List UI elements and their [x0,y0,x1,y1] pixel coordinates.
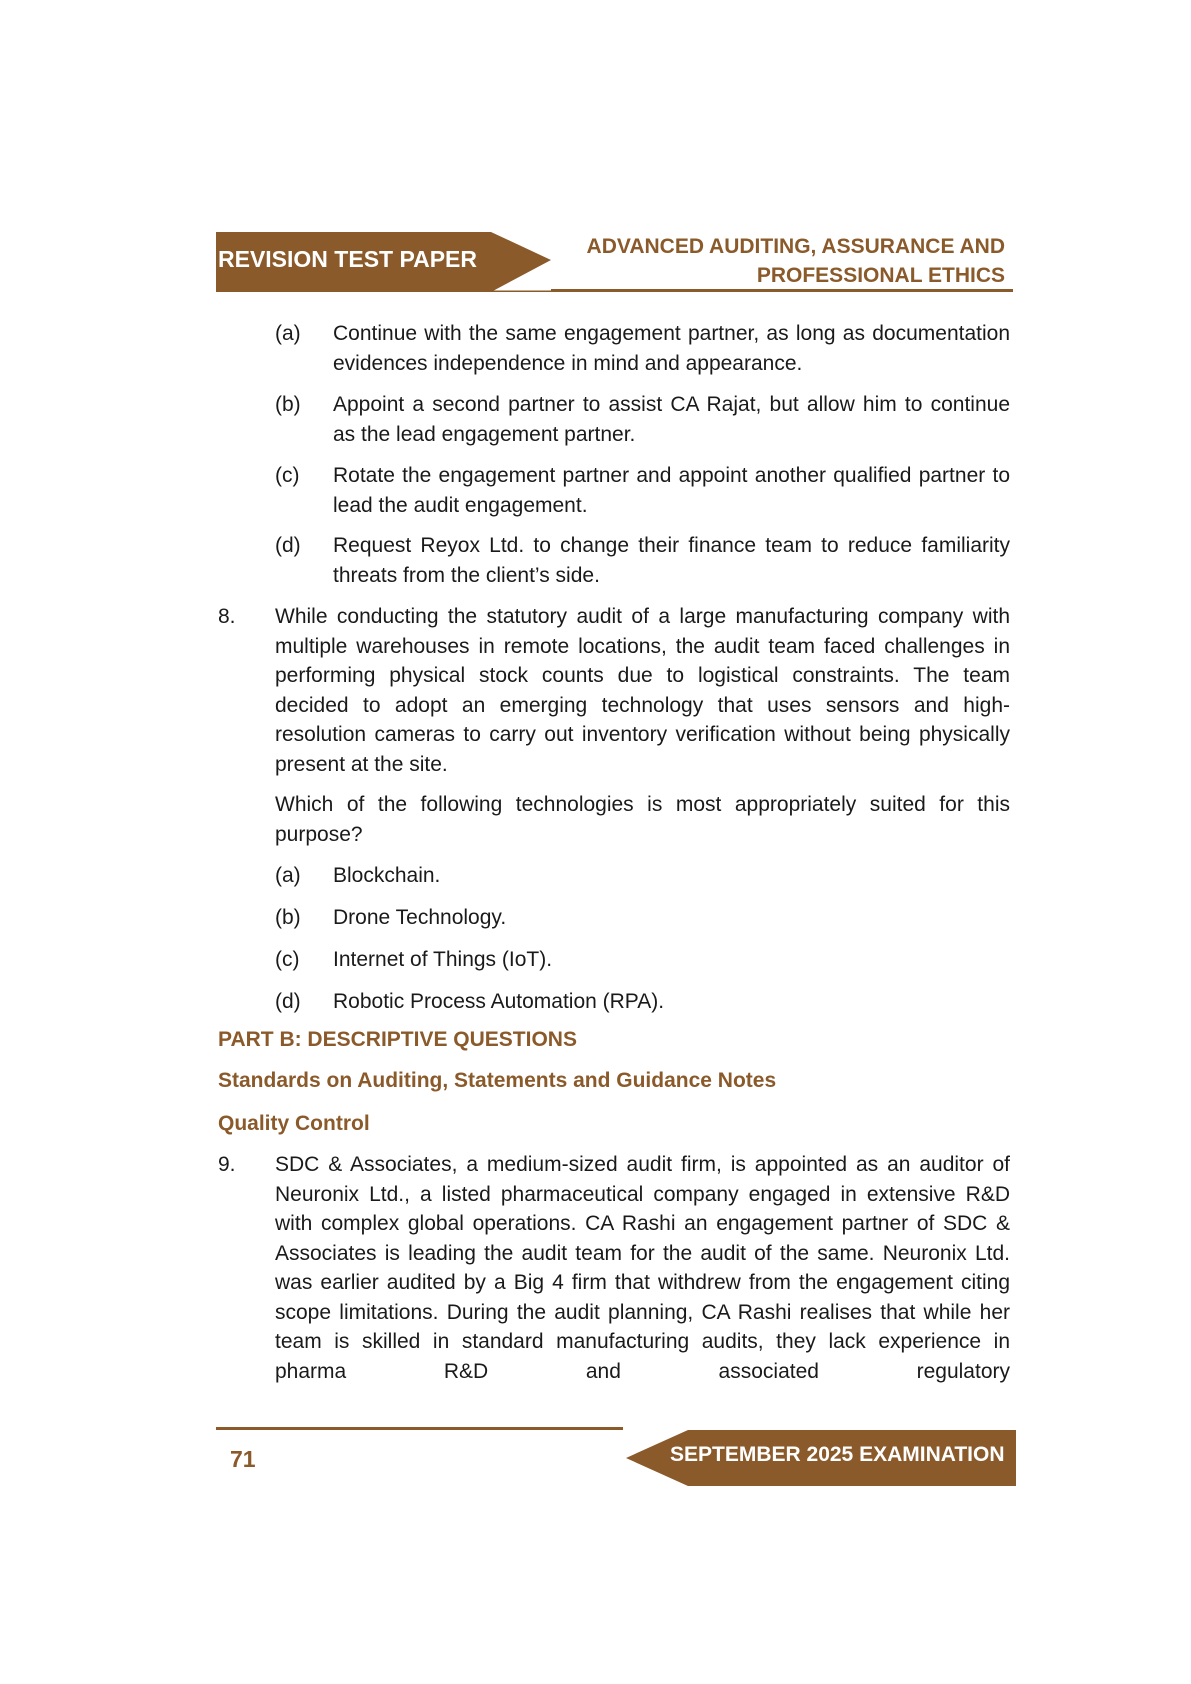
exam-label: SEPTEMBER 2025 EXAMINATION [670,1443,1005,1466]
option-text: Rotate the engagement partner and appoint another qualified partner to lead the audit engagement. [333,464,1010,517]
list-item [275,531,1010,590]
option-label: (d) [275,534,301,557]
list-item [275,945,1010,975]
header-banner-label: REVISION TEST PAPER [218,246,478,272]
page-number: 71 [230,1446,256,1472]
list-item [275,390,1010,449]
option-label: (b) [275,906,301,929]
footer-rule [216,1427,623,1430]
question-text: SDC & Associates, a medium-sized audit firm, is appointed as an auditor of Neuronix Ltd., a listed pharmaceutical company engaged in extensive R&D with complex global operations. CA Rashi an engagement partner of SDC & Associates is leading the audit team for the audit of the same. Neuronix Ltd. was earlier audited by a Big 4 firm that withdrew from the engagement citing scope limitations. During the audit planning, CA Rashi realises that while her team is skilled in standard manufacturing audits, they lack experience in pharma R&D and associated regulatory [275,1153,1010,1383]
list-item [275,903,1010,933]
option-text: Request Reyox Ltd. to change their finance team to reduce familiarity threats from the client’s side. [333,534,1010,587]
question-text: While conducting the statutory audit of a large manufacturing company with multiple warehouses in remote locations, the audit team faced challenges in performing physical stock counts due to logistical constraints. The team decided to adopt an emerging technology that uses sensors and high-resolution cameras to carry out inventory verification without being physically present at the site. [275,605,1010,776]
option-text: Appoint a second partner to assist CA Rajat, but allow him to continue as the lead engagement partner. [333,393,1010,446]
subsection-heading: Quality Control [218,1112,370,1135]
part-b-heading: PART B: DESCRIPTIVE QUESTIONS [218,1028,577,1051]
question-8 [218,602,1010,779]
header-rule [551,289,1013,292]
option-label: (c) [275,948,300,971]
option-label: (b) [275,393,301,416]
subject-title: ADVANCED AUDITING, ASSURANCE AND PROFESSIONAL ETHICS [586,235,1005,287]
option-text: Continue with the same engagement partner, as long as documentation evidences independence in mind and appearance. [333,322,1010,375]
option-text: Drone Technology. [333,906,507,929]
option-label: (d) [275,990,301,1013]
option-label: (a) [275,322,301,345]
question-number: 9. [218,1153,236,1176]
option-text: Robotic Process Automation (RPA). [333,990,665,1013]
section-heading: Standards on Auditing, Statements and Guidance Notes [218,1069,777,1092]
question-9 [218,1150,1010,1386]
list-item [275,987,1010,1017]
option-label: (c) [275,464,300,487]
option-text: Blockchain. [333,864,441,887]
question-8-prompt [275,790,1010,849]
question-number: 8. [218,605,236,628]
list-item [275,319,1010,378]
question-prompt: Which of the following technologies is most appropriately suited for this purpose? [275,793,1010,846]
option-text: Internet of Things (IoT). [333,948,553,971]
list-item [275,461,1010,520]
list-item [275,861,1010,891]
option-label: (a) [275,864,301,887]
